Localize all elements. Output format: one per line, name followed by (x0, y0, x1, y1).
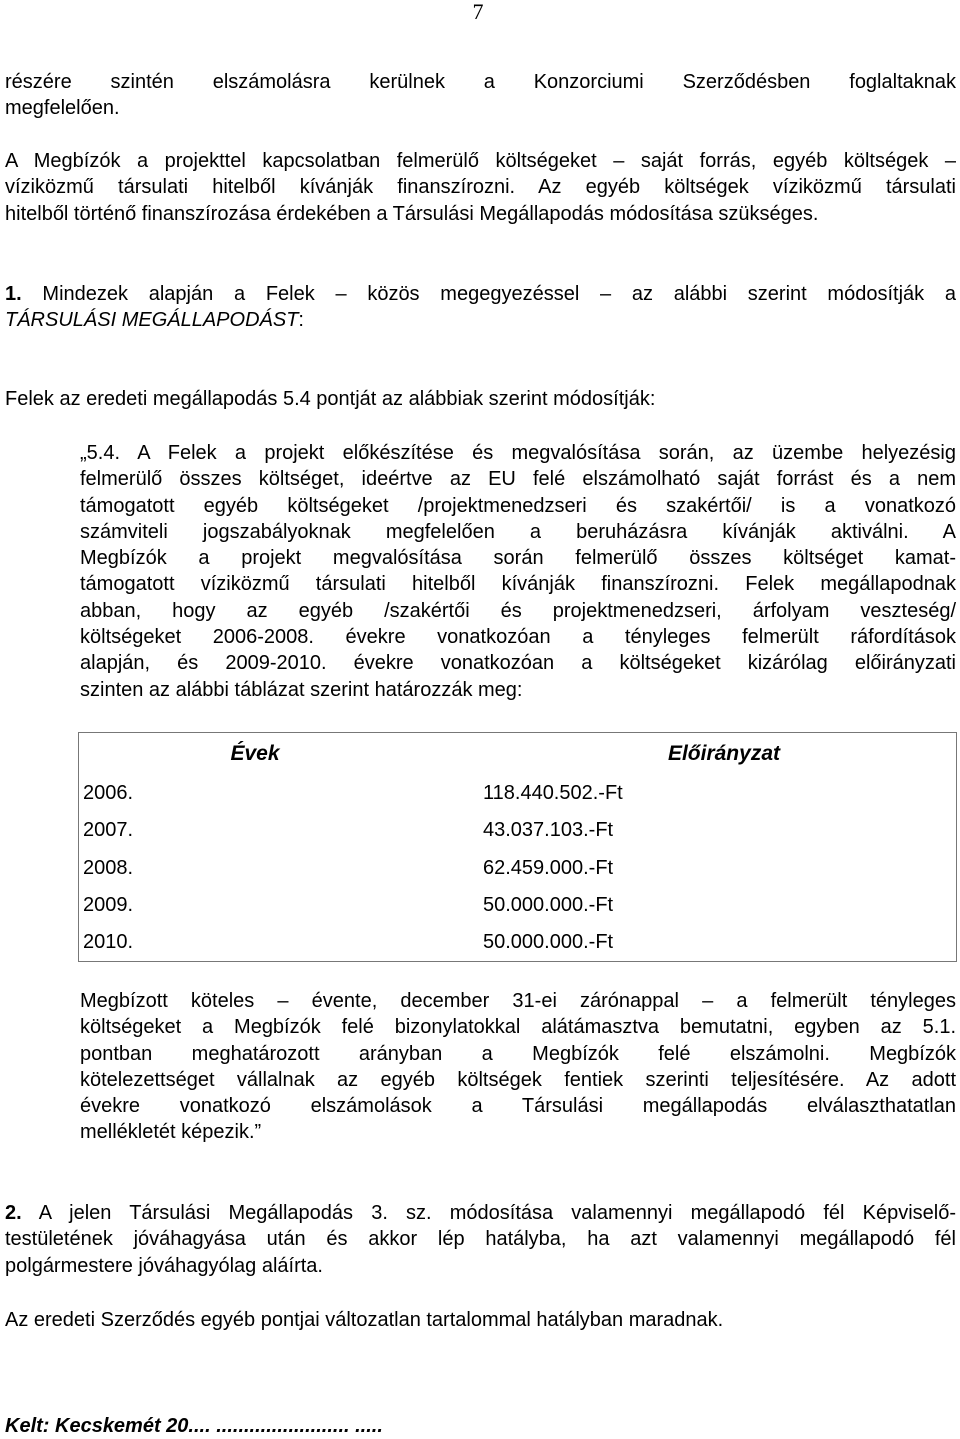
text-line: alapján, és 2009-2010. évekre vonatkozóan a költségeket kizárólag előirányzati (80, 652, 956, 675)
text-line: költségeket 2006-2008. évekre vonatkozóan a tényleges felmerült ráfordítások (80, 626, 956, 649)
text-line: kötelezettséget vállalnak az egyéb költségek fentiek szerinti teljesítésére. Az adott (80, 1068, 956, 1091)
paragraph-reporting (80, 988, 956, 1146)
text-line: részére szintén elszámolásra kerülnek a Konzorciumi Szerződésben foglaltaknak (5, 71, 956, 93)
clause-number: „5.4. (80, 442, 138, 464)
text-line: polgármestere jóváhagyólag aláírta. (5, 1254, 323, 1277)
punctuation: : (298, 309, 304, 332)
text-line: szinten az alábbi táblázat szerint határozzák meg: (80, 678, 523, 701)
amount-cell: 43.037.103.-Ft (483, 819, 614, 842)
paragraph-intro (5, 69, 956, 122)
section-text: A jelen Társulási Megállapodás 3. sz. módosítása valamennyi megállapodó fél Képviselő- (21, 1202, 956, 1224)
year-cell: 2007. (83, 819, 134, 842)
text-line (80, 440, 956, 466)
text-line: hitelből történő finanszírozása érdekében a Társulási Megállapodás módosítása szükséges. (5, 202, 819, 225)
text-line: felmerülő összes költséget, ideértve az EU felé elszámolható saját forrást és a nem (80, 468, 956, 491)
signature-line: Kelt: Kecskemét 20.... ........................ ..... (5, 1415, 383, 1437)
amount-cell: 62.459.000.-Ft (483, 856, 614, 879)
amount-cell: 50.000.000.-Ft (483, 930, 614, 953)
text-line: költségeket a Megbízók felé bizonylatokkal alátámasztva bemutatni, egyben az 5.1. (80, 1016, 956, 1039)
section-text: Mindezek alapján a Felek – közös megegyezéssel – az alábbi szerint módosítják a (21, 283, 956, 305)
year-cell: 2006. (83, 782, 134, 805)
paragraph-5-4 (80, 440, 956, 703)
text-line: évekre vonatkozó elszámolások a Társulási megállapodás elválaszthatatlan (80, 1095, 956, 1118)
amount-cell: 50.000.000.-Ft (483, 893, 614, 916)
text-line (5, 307, 956, 333)
text-line: pontban meghatározott arányban a Megbízók felé elszámolni. Megbízók (80, 1042, 956, 1065)
paragraph-financing (5, 148, 956, 227)
closing-statement: Az eredeti Szerződés egyéb pontjai változatlan tartalommal hatályban maradnak. (5, 1309, 724, 1331)
year-cell: 2008. (83, 856, 134, 879)
text-line: megfelelően. (5, 97, 120, 120)
amount-cell: 118.440.502.-Ft (483, 782, 623, 805)
year-cell: 2009. (83, 893, 134, 916)
year-cell: 2010. (83, 930, 134, 953)
text-line: A Megbízók a projekttel kapcsolatban felmerülő költségeket – saját forrás, egyéb költségek – (5, 150, 956, 172)
table-row (79, 812, 957, 849)
text-line: abban, hogy az egyéb /szakértői és projektmenedzseri, árfolyam veszteség/ (80, 599, 956, 622)
text-line: támogatott egyéb költségeket /projektmenedzseri és szakértői/ is a vonatkozó (80, 494, 956, 517)
emphasis-title: TÁRSULÁSI MEGÁLLAPODÁST (5, 309, 299, 332)
page-number: 7 (472, 0, 484, 24)
table-row (79, 924, 957, 962)
text-line: testületének jóváhagyása után és akkor lép hatályba, ha azt valamennyi megállapodó fél (5, 1228, 956, 1251)
header-amount: Előirányzat (667, 742, 780, 766)
text-line (5, 281, 956, 307)
text-line (5, 1200, 956, 1226)
text-line: Megbízók a projekt megvalósítása során felmerülő összes költséget kamat- (80, 547, 956, 570)
text-line: Megbízott köteles – évente, december 31-ei zárónappal – a felmerült tényleges (80, 990, 956, 1012)
intro-line: Felek az eredeti megállapodás 5.4 pontját az alábbiak szerint módosítják: (5, 388, 656, 410)
header-years: Évek (230, 742, 280, 766)
text-line: támogatott víziközmű társulati hitelből kívánják finanszírozni. Felek megállapodnak (80, 573, 956, 596)
table-row (79, 775, 957, 812)
text-line: víziközmű társulati hitelből kívánják finanszírozni. Az egyéb költségek víziközmű társulati (5, 176, 956, 199)
section-1 (5, 281, 956, 334)
table-header-row (79, 733, 957, 776)
clause-text: A Felek a projekt előkészítése és megvalósítása során, az üzembe helyezésig (137, 442, 956, 464)
section-number: 1. (5, 283, 22, 305)
text-line: számviteli jogszabályoknak megfelelően a beruházásra kívánják aktiválni. A (80, 520, 956, 543)
budget-table (78, 732, 957, 962)
text-line: mellékletét képezik.” (80, 1121, 262, 1144)
section-2 (5, 1200, 956, 1279)
table-row (79, 849, 957, 886)
table-row (79, 887, 957, 924)
section-number: 2. (5, 1202, 22, 1224)
